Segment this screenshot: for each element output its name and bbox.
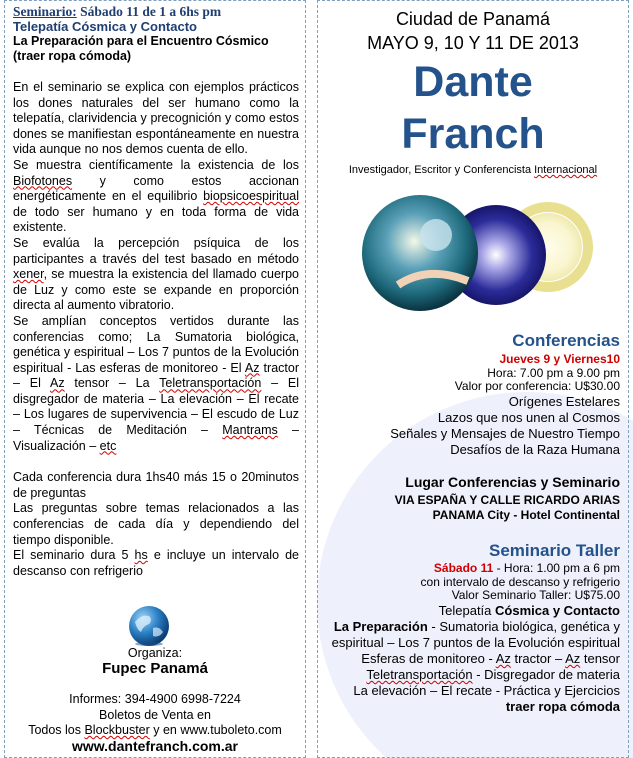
- seminar-interval: con intervalo de descanso y refrigerio: [420, 575, 620, 589]
- text-span: tensor: [580, 651, 620, 666]
- text-span: Cósmica y Contacto: [495, 603, 620, 618]
- right-column: [317, 0, 629, 758]
- text-span: e incluye un intervalo de descanso con refrigerio: [13, 548, 299, 578]
- seminar-label: Seminario:: [13, 4, 77, 19]
- seminar-date: Sábado 11 de 1 a 6hs pm: [76, 4, 222, 19]
- spell-word: hs: [134, 548, 148, 563]
- paragraph-1: En el seminario se explica con ejemplos prácticos los dones naturales del ser humano como la telepatía, clarividencia y precognición y como estos dones se manifiestan espontáneamente en nuestra vida aunque no nos demos cuenta de ello.: [13, 80, 299, 157]
- text-span: Investigador, Escritor y Conferencista: [348, 164, 535, 176]
- spell-word: etc: [99, 438, 117, 453]
- spell-word: Az: [565, 651, 581, 666]
- seminar-header: [13, 4, 299, 19]
- organizer-name: Fupec Panamá: [102, 660, 208, 677]
- text-span: El seminario dura 5: [13, 548, 135, 563]
- text-span: La Preparación: [333, 619, 428, 634]
- speaker-last-name: Franch: [401, 110, 545, 158]
- text-span: Todos los: [28, 723, 85, 737]
- spell-word: Blockbuster: [84, 723, 150, 737]
- text-span: – Visualización –: [13, 423, 299, 453]
- conference-topic: Lazos que nos unen al Cosmos: [437, 410, 620, 425]
- paragraph-5: Cada conferencia dura 1hs40 más 15 o 20minutos de preguntas: [13, 470, 299, 500]
- text-span: tractor – El: [13, 360, 299, 391]
- text-span: - Sumatoria biológica, genética y: [427, 619, 620, 634]
- text-span: de todo ser humano y en toda forma de vida existente.: [13, 204, 299, 235]
- text-span: Se amplían conceptos vertidos durante las conferencias como; La Sumatoria biológica, genética y espiritual – Los 7 puntos de la Evolución espiritual - Las esferas de monitoreo - El: [13, 313, 299, 375]
- spell-word: Mantrams: [222, 423, 278, 438]
- tickets-label: Boletos de Venta en: [99, 708, 211, 722]
- seminar-heading: Seminario Taller: [488, 541, 620, 560]
- event-dates: MAYO 9, 10 Y 11 DE 2013: [367, 33, 579, 53]
- seminar-topic: [439, 603, 620, 618]
- seminar-content: [334, 619, 620, 634]
- conferences-time: Hora: 7.00 pm a 9.00 pm: [487, 366, 620, 380]
- venue-heading: Lugar Conferencias y Seminario: [405, 474, 620, 490]
- text-span: - Hora: 1.00 pm a 6 pm: [493, 561, 620, 575]
- paragraph-4: [13, 314, 299, 454]
- spell-word: Teletransportación: [366, 667, 473, 682]
- venue-city: PANAMA City - Hotel Continental: [432, 508, 620, 522]
- website-link[interactable]: www.dantefranch.com.ar: [72, 738, 238, 754]
- text-span: y como estos accionan energéticamente en el equilibrio: [13, 173, 299, 204]
- text-span: – El disgregador de materia – La elevación – El recate – Los lugares de supervivencia – El escudo de Luz – Técnicas de Meditación –: [13, 376, 300, 438]
- text-span: Se evalúa la percepción psíquica de los participantes a través del test basado en método: [13, 235, 299, 266]
- city-title: Ciudad de Panamá: [395, 9, 551, 29]
- seminar-schedule: [434, 561, 620, 575]
- conferences-price: Valor por conferencia: U$30.00: [454, 379, 620, 393]
- paragraph-7: [13, 548, 299, 579]
- seminar-subtitle-3: (traer ropa cómoda): [13, 49, 132, 63]
- spell-word: biopsicoespiritual: [203, 189, 299, 204]
- seminar-subtitle: Telepatía Cósmica y Contacto: [13, 19, 197, 34]
- spell-word: Az: [49, 376, 65, 391]
- speaker-role: [318, 164, 628, 176]
- text-span: Esferas de monitoreo -: [361, 651, 496, 666]
- text-span: - Disgregador de materia: [472, 667, 620, 682]
- spell-word: Teletransportación: [159, 376, 262, 391]
- informes-phones: Informes: 394-4900 6998-7224: [69, 692, 241, 706]
- conferences-heading: Conferencias: [512, 331, 620, 350]
- seminar-content: La elevación – El recate - Práctica y Ejercicios: [353, 683, 620, 698]
- spell-word: Internacional: [534, 164, 598, 176]
- paragraph-3: [13, 236, 299, 314]
- tickets-locations: [4, 723, 306, 737]
- conference-topic: Desafíos de la Raza Humana: [450, 442, 620, 457]
- text-span: tractor –: [510, 651, 566, 666]
- organiza-label: Organiza:: [127, 646, 183, 660]
- seminar-content: espiritual – Los 7 puntos de la Evolución espiritual: [331, 635, 620, 650]
- seminar-price: Valor Seminario Taller: U$75.00: [451, 588, 620, 602]
- speaker-first-name: Dante: [413, 58, 533, 106]
- text-span: , se muestra la existencia del llamado cuerpo de Luz y como este se expande en proporción directa al aumento vibratorio.: [13, 267, 299, 313]
- paragraph-6: Las preguntas sobre temas relacionados a las conferencias de cada día y dependiendo del tiempo disponible.: [13, 501, 299, 547]
- seminar-note: traer ropa cómoda: [505, 699, 620, 714]
- conference-topic: Orígenes Estelares: [508, 394, 620, 409]
- conferences-days: Jueves 9 y Viernes10: [499, 352, 620, 366]
- seminar-description: [13, 80, 299, 579]
- spell-word: Az: [495, 651, 511, 666]
- paragraph-2: [13, 158, 299, 236]
- conference-topic: Señales y Mensajes de Nuestro Tiempo: [390, 426, 620, 441]
- seminar-subtitle-2: La Preparación para el Encuentro Cósmico: [13, 34, 269, 48]
- seminar-day: Sábado 11: [433, 561, 494, 575]
- spell-word: xener: [13, 267, 44, 282]
- spell-word: Az: [244, 360, 260, 375]
- text-span: y en www.tuboleto.com: [149, 723, 282, 737]
- text-span: tensor – La: [64, 376, 160, 391]
- text-span: Se muestra científicamente la existencia de los: [13, 157, 299, 172]
- seminar-content: [366, 667, 620, 682]
- spell-word: Biofotones: [13, 173, 73, 188]
- cosmic-spheres-image: [358, 185, 598, 325]
- seminar-content: [361, 651, 620, 666]
- venue-address: VIA ESPAÑA Y CALLE RICARDO ARIAS: [394, 493, 620, 507]
- globe-icon: [127, 604, 171, 648]
- text-span: Telepatía: [438, 603, 496, 618]
